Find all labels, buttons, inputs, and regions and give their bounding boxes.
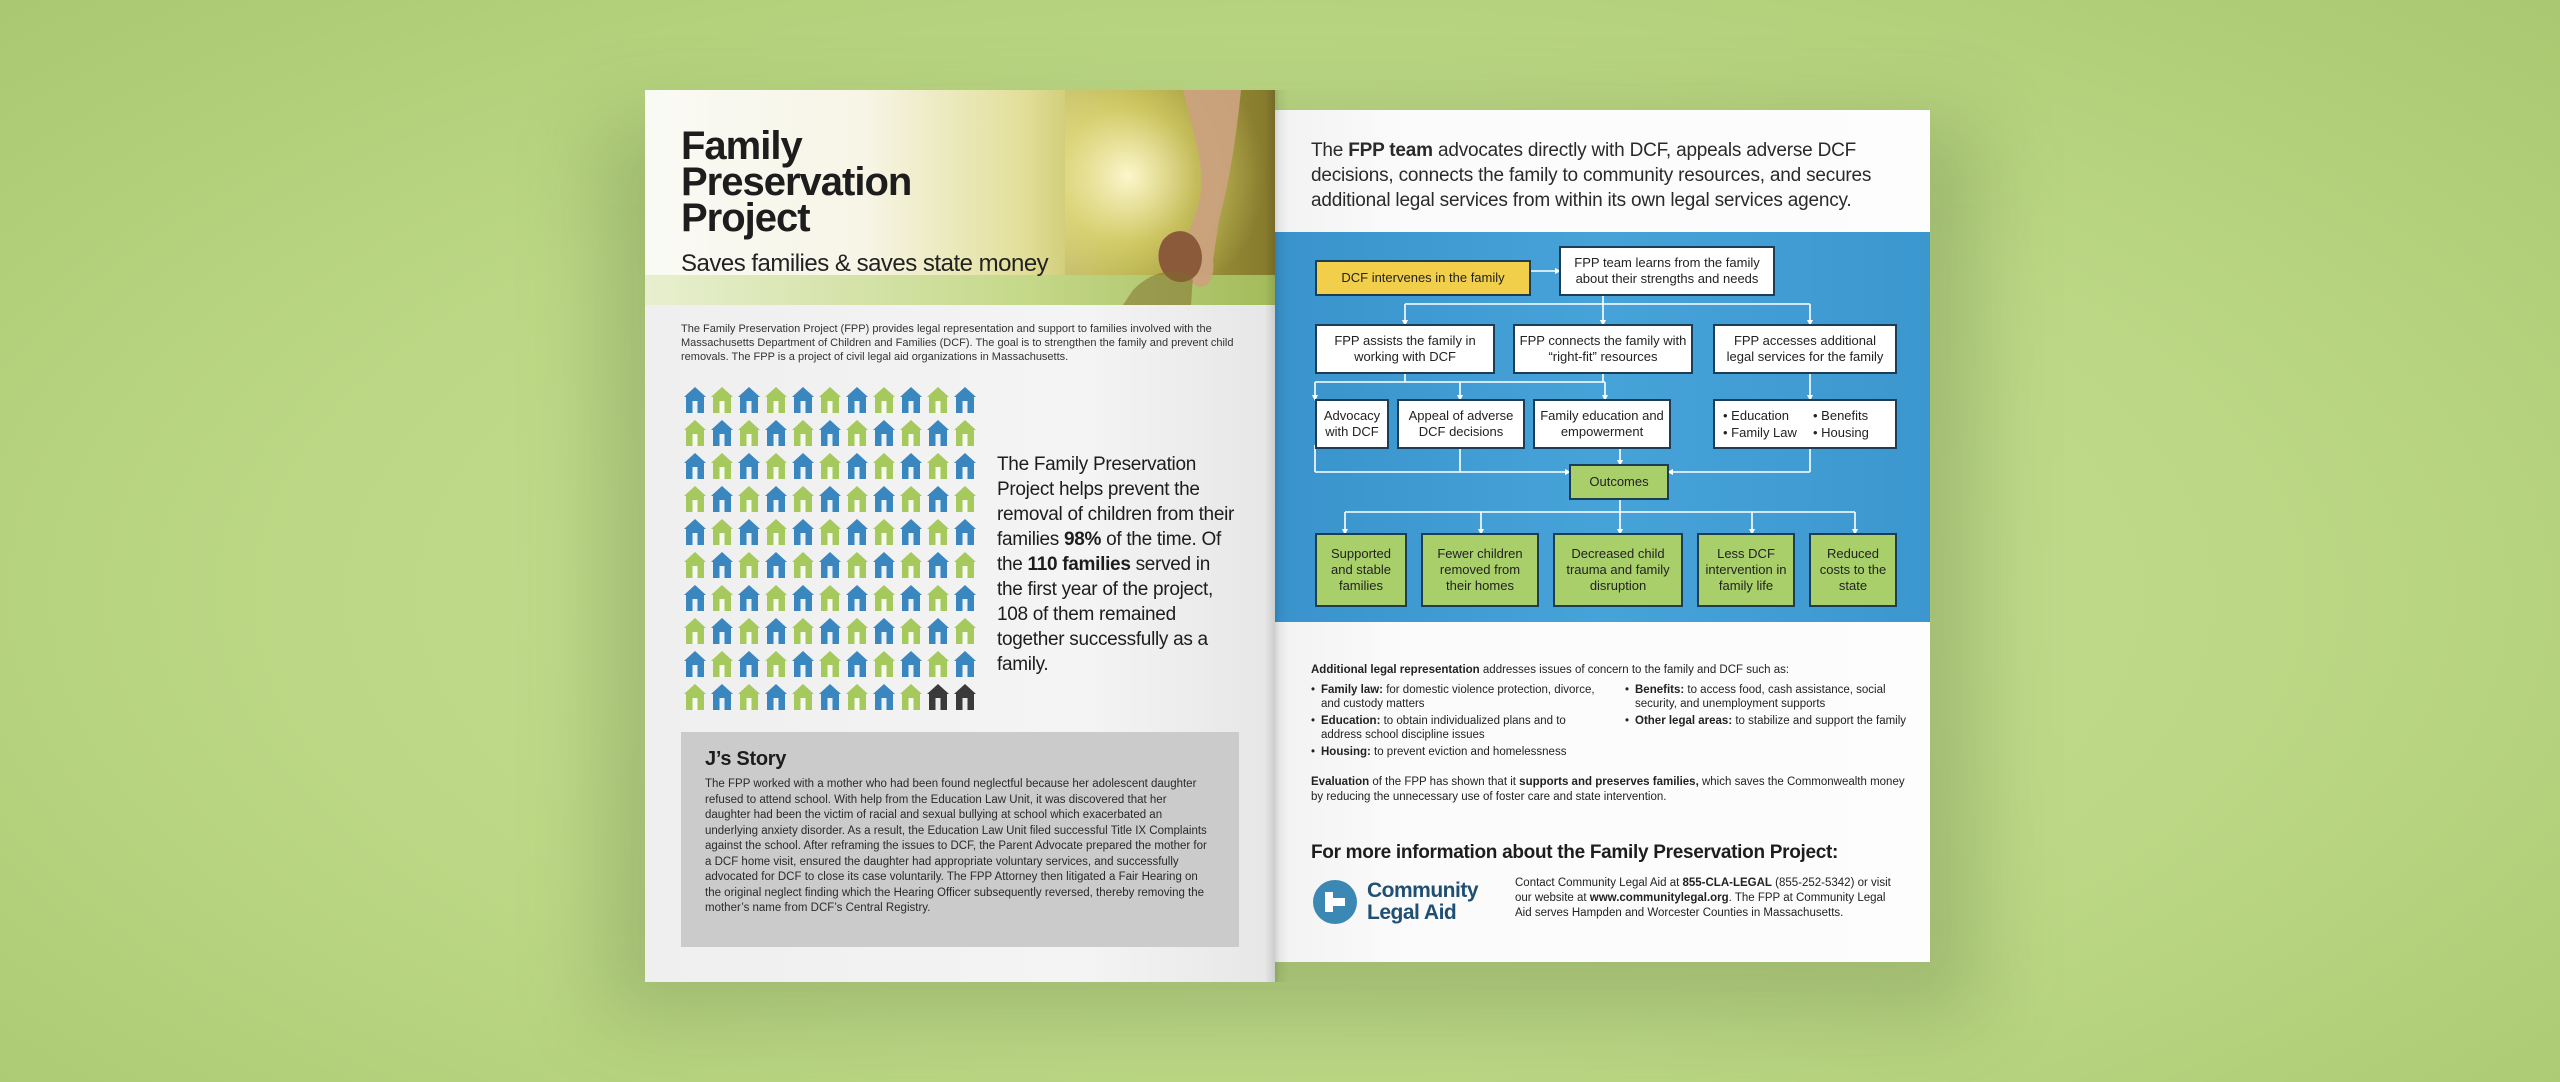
item-key: Benefits: [1635, 683, 1685, 696]
lead-bold: FPP team [1348, 140, 1433, 161]
house-icon [953, 418, 977, 448]
house-icon [791, 385, 815, 415]
list-item [1625, 714, 1911, 729]
item-key: Family law: [1321, 683, 1383, 696]
house-icon [818, 451, 842, 481]
house-icon [845, 517, 869, 547]
logo-line-1: Community [1367, 879, 1478, 902]
more-info-heading: For more information about the Family Preservation Project: [1311, 842, 1839, 863]
additional-list-right [1625, 683, 1911, 762]
house-icon [845, 682, 869, 712]
contact-text-3: . The FPP at Community Legal Aid serves Hampden and Worcester Counties in Massachusetts. [1515, 892, 1886, 919]
stat-text-2: of the time. Of the [997, 529, 1221, 575]
house-icon [845, 550, 869, 580]
house-icon [764, 451, 788, 481]
stat-paragraph [997, 452, 1237, 677]
house-icon [737, 616, 761, 646]
logo-mark-icon [1311, 878, 1359, 926]
story-body: The FPP worked with a mother who had been found neglectful because her adolescent daughter refused to attend school. With help from the Education Law Unit, it was discovered that her daughter had been the victim of racial and sexual bullying at school which exacerbated an underlying anxiety disorder. As a result, the Education Law Unit filed successful Title IX Complaints against the school. After reframing the issues to DCF, the Parent Advocate prepared the mother for a DCF home visit, ensured the daughter had appropriate voluntary services, and successfully advocated for DCF to close its case voluntarily. The FPP Attorney then litigated a Fair Hearing on the original neglect finding which the Hearing Officer subsequently reversed, thereby removing the mother’s name from DCF’s Central Registry. [705, 778, 1207, 914]
house-icon [926, 451, 950, 481]
house-icon [737, 385, 761, 415]
service-benefits: • Benefits [1813, 408, 1869, 423]
house-icon [953, 583, 977, 613]
house-icon [737, 649, 761, 679]
house-icon [872, 418, 896, 448]
stat-percent: 98% [1063, 529, 1102, 550]
house-icon [953, 682, 977, 712]
house-icon [818, 517, 842, 547]
house-icon [791, 682, 815, 712]
house-icon [953, 550, 977, 580]
house-icon [791, 484, 815, 514]
item-key: Housing: [1321, 745, 1371, 758]
house-icon [926, 649, 950, 679]
box-fpp-accesses: FPP accesses additional legal services for the family [1713, 324, 1897, 374]
item-value: to stabilize and support the family [1732, 714, 1907, 727]
contact-website: www.communitylegal.org [1589, 892, 1729, 904]
house-icon [926, 616, 950, 646]
box-fpp-learns: FPP team learns from the family about their strengths and needs [1559, 246, 1775, 296]
house-icon [737, 583, 761, 613]
house-icon [845, 583, 869, 613]
house-icon [710, 616, 734, 646]
additional-list-left [1311, 683, 1597, 762]
lead-paragraph [1311, 138, 1901, 213]
house-icon [899, 649, 923, 679]
house-icon [710, 682, 734, 712]
house-icon [872, 616, 896, 646]
house-icon [683, 517, 707, 547]
house-icon [683, 616, 707, 646]
house-icon [737, 517, 761, 547]
house-icon [818, 649, 842, 679]
house-icon [953, 616, 977, 646]
house-icon [899, 583, 923, 613]
house-icon [710, 550, 734, 580]
box-result-stable-families: Supported and stable families [1315, 533, 1407, 607]
house-icon [737, 418, 761, 448]
house-icon [683, 484, 707, 514]
box-outcomes: Outcomes [1569, 464, 1669, 500]
story-heading: J’s Story [705, 748, 787, 770]
house-icon [791, 649, 815, 679]
services-list [1723, 407, 1893, 441]
house-icon [845, 649, 869, 679]
house-icon [872, 451, 896, 481]
house-icon [899, 451, 923, 481]
house-icon [764, 682, 788, 712]
house-icon [764, 550, 788, 580]
house-pictogram [683, 385, 983, 725]
house-icon [926, 517, 950, 547]
house-icon [818, 682, 842, 712]
house-icon [683, 550, 707, 580]
list-item [1311, 745, 1597, 760]
house-icon [818, 385, 842, 415]
house-icon [872, 517, 896, 547]
house-icon [791, 583, 815, 613]
list-item [1625, 683, 1911, 712]
house-icon [953, 517, 977, 547]
community-legal-aid-logo [1311, 872, 1501, 928]
left-page [645, 90, 1275, 982]
house-icon [953, 649, 977, 679]
box-fpp-connects: FPP connects the family with “right-fit” resources [1513, 324, 1693, 374]
house-icon [683, 385, 707, 415]
logo-line-2: Legal Aid [1367, 901, 1457, 924]
flow-diagram [1275, 232, 1930, 622]
service-housing: • Housing [1813, 425, 1869, 440]
stat-families: 110 families [1027, 554, 1131, 575]
house-icon [845, 484, 869, 514]
house-icon [845, 616, 869, 646]
contact-paragraph [1515, 876, 1895, 921]
additional-bold: Additional legal representation [1311, 664, 1480, 676]
box-dcf-intervenes: DCF intervenes in the family [1315, 260, 1531, 296]
right-page [1275, 110, 1930, 962]
item-value: to access food, cash assistance, social security, and unemployment supports [1635, 683, 1886, 710]
house-icon [791, 418, 815, 448]
house-icon [764, 385, 788, 415]
house-icon [737, 451, 761, 481]
house-icon [926, 550, 950, 580]
house-icon [710, 517, 734, 547]
house-icon [845, 451, 869, 481]
house-icon [899, 484, 923, 514]
house-icon [710, 418, 734, 448]
house-icon [710, 451, 734, 481]
house-icon [710, 484, 734, 514]
house-icon [683, 418, 707, 448]
intro-paragraph: The Family Preservation Project (FPP) provides legal representation and support to families involved with the Massachusetts Department of Children and Families (DCF). The goal is to strengthen the family and prevent child removals. The FPP is a project of civil legal aid organizations in Massachusetts. [681, 323, 1234, 363]
house-icon [818, 583, 842, 613]
house-icon [872, 583, 896, 613]
house-icon [845, 385, 869, 415]
box-family-education: Family education and empowerment [1533, 399, 1671, 449]
item-value: for domestic violence protection, divorce, and custody matters [1321, 683, 1595, 710]
house-icon [764, 484, 788, 514]
box-result-reduced-costs: Reduced costs to the state [1809, 533, 1897, 607]
contact-text-1: Contact Community Legal Aid at [1515, 877, 1683, 889]
item-value: to obtain individualized plans and to address school discipline issues [1321, 714, 1566, 741]
house-icon [872, 385, 896, 415]
house-icon [899, 682, 923, 712]
house-icon [953, 484, 977, 514]
box-result-decreased-trauma: Decreased child trauma and family disruption [1553, 533, 1683, 607]
house-icon [683, 649, 707, 679]
house-icon [818, 616, 842, 646]
item-key: Other legal areas: [1635, 714, 1733, 727]
box-fpp-assists: FPP assists the family in working with DCF [1315, 324, 1495, 374]
page-subtitle: Saves families & saves state money [681, 250, 1049, 277]
house-icon [683, 682, 707, 712]
eval-bold-1: Evaluation [1311, 776, 1370, 788]
holding-hands-photo [1123, 90, 1273, 305]
list-item [1311, 714, 1597, 743]
house-icon [764, 649, 788, 679]
story-box [681, 732, 1239, 947]
house-icon [899, 418, 923, 448]
house-icon [926, 385, 950, 415]
brochure-fold [1265, 90, 1289, 982]
eval-text-1: of the FPP has shown that it [1369, 776, 1520, 788]
house-icon [737, 682, 761, 712]
house-icon [953, 451, 977, 481]
house-icon [683, 451, 707, 481]
additional-rest: addresses issues of concern to the family and DCF such as: [1479, 664, 1790, 676]
additional-intro [1311, 663, 1911, 678]
house-icon [872, 550, 896, 580]
house-icon [791, 616, 815, 646]
house-icon [926, 418, 950, 448]
house-icon [791, 451, 815, 481]
house-icon [818, 550, 842, 580]
house-icon [899, 550, 923, 580]
lead-text-2: advocates directly with DCF, appeals adverse DCF decisions, connects the family to community resources, and secures additional legal services from within its own legal services agency. [1311, 140, 1872, 211]
house-icon [710, 649, 734, 679]
house-icon [845, 418, 869, 448]
house-icon [764, 418, 788, 448]
house-icon [764, 583, 788, 613]
additional-legal-section [1311, 663, 1911, 761]
stat-text-3: served in the first year of the project, 108 of them remained together successfully as a family. [997, 554, 1213, 675]
eval-text-2: which saves the Commonwealth money by reducing the unnecessary use of foster care and state intervention. [1311, 776, 1905, 803]
house-icon [764, 616, 788, 646]
house-icon [683, 583, 707, 613]
house-icon [899, 616, 923, 646]
item-value: to prevent eviction and homelessness [1370, 745, 1567, 758]
house-icon [710, 583, 734, 613]
house-icon [899, 385, 923, 415]
box-advocacy: Advocacy with DCF [1315, 399, 1389, 449]
stat-text-1: The Family Preservation Project helps prevent the removal of children from their families [997, 454, 1235, 550]
house-icon [926, 682, 950, 712]
box-legal-services-list [1713, 399, 1897, 449]
house-icon [737, 484, 761, 514]
box-appeal: Appeal of adverse DCF decisions [1397, 399, 1525, 449]
service-family-law: • Family Law [1723, 425, 1797, 440]
box-result-fewer-removals: Fewer children removed from their homes [1421, 533, 1539, 607]
eval-bold-2: supports and preserves families, [1519, 776, 1699, 788]
house-icon [926, 484, 950, 514]
contact-text-2: (855-252-5342) or visit our website at [1515, 877, 1891, 904]
house-icon [926, 583, 950, 613]
logo-text [1367, 880, 1478, 924]
additional-columns [1311, 683, 1911, 762]
house-icon [737, 550, 761, 580]
house-icon [953, 385, 977, 415]
item-key: Education: [1321, 714, 1381, 727]
list-item [1311, 683, 1597, 712]
service-education: • Education [1723, 408, 1789, 423]
house-icon [872, 484, 896, 514]
house-icon [791, 550, 815, 580]
page-title: Family Preservation Project [681, 124, 912, 240]
evaluation-paragraph [1311, 775, 1911, 805]
house-icon [791, 517, 815, 547]
house-icon [872, 649, 896, 679]
contact-phone: 855-CLA-LEGAL [1682, 877, 1772, 889]
box-result-less-intervention: Less DCF intervention in family life [1697, 533, 1795, 607]
house-icon [818, 418, 842, 448]
house-icon [872, 682, 896, 712]
lead-text-1: The [1311, 140, 1349, 161]
house-icon [764, 517, 788, 547]
house-icon [818, 484, 842, 514]
house-icon [899, 517, 923, 547]
house-icon [710, 385, 734, 415]
